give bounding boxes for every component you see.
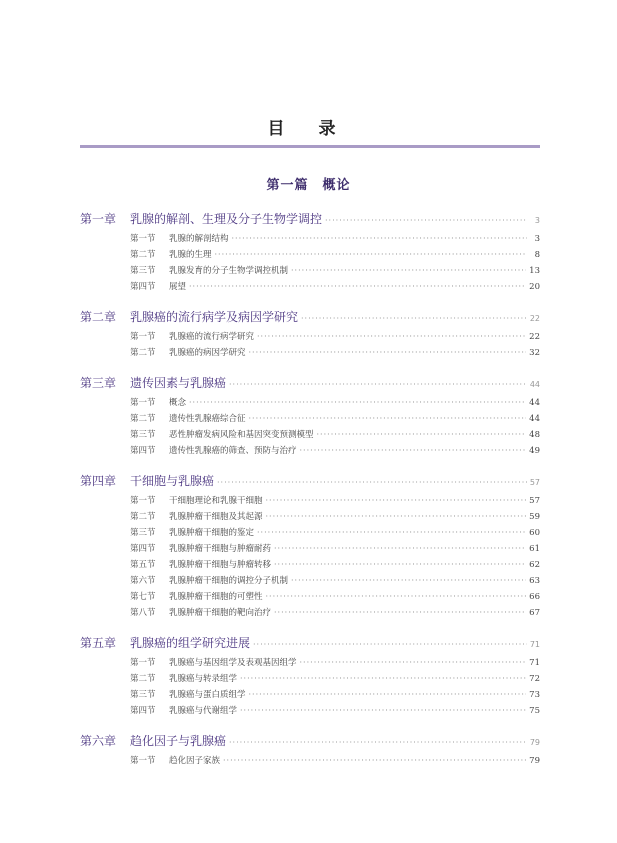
chapter-title: 干细胞与乳腺癌 [130, 474, 215, 488]
section-page-number: 48 [529, 430, 540, 440]
leader-dots [317, 430, 527, 439]
leader-dots [189, 282, 526, 291]
leader-dots [274, 560, 526, 569]
section-page-number: 73 [529, 690, 540, 700]
chapter-number: 第二章 [80, 310, 117, 324]
section-page-number: 63 [529, 576, 540, 586]
section-number: 第四节 [130, 544, 156, 554]
toc-chapter [80, 732, 540, 770]
leader-dots [266, 592, 527, 601]
section-title: 乳腺的解剖结构 [169, 234, 229, 244]
leader-dots [266, 512, 527, 521]
section-entry[interactable] [80, 590, 540, 606]
leader-dots [240, 674, 526, 683]
section-number: 第一节 [130, 332, 156, 342]
leader-dots [291, 576, 526, 585]
section-page-number: 72 [529, 674, 540, 684]
section-entry[interactable] [80, 754, 540, 770]
section-title: 乳腺癌与蛋白质组学 [169, 690, 246, 700]
section-entry[interactable] [80, 542, 540, 558]
section-page-number: 79 [529, 756, 540, 766]
section-title: 恶性肿瘤发病风险和基因突变预测模型 [169, 430, 314, 440]
section-page-number: 3 [534, 234, 540, 244]
section-title: 乳腺癌与基因组学及表观基因组学 [169, 658, 297, 668]
section-number: 第二节 [130, 414, 156, 424]
section-number: 第七节 [130, 592, 156, 602]
chapter-title: 乳腺癌的组学研究进展 [130, 636, 251, 650]
section-page-number: 62 [529, 560, 540, 570]
section-number: 第一节 [130, 496, 156, 506]
section-entry[interactable] [80, 396, 540, 412]
part-title: 第一篇 概论 [266, 178, 351, 193]
leader-dots [217, 478, 527, 487]
chapter-page-number: 57 [529, 478, 540, 487]
chapter-entry[interactable] [80, 472, 540, 494]
leader-dots [257, 332, 526, 341]
section-number: 第五节 [130, 560, 156, 570]
section-title: 乳腺癌的病因学研究 [169, 348, 246, 358]
leader-dots [266, 496, 527, 505]
chapter-entry[interactable] [80, 374, 540, 396]
section-number: 第四节 [130, 446, 156, 456]
section-number: 第一节 [130, 398, 156, 408]
section-page-number: 71 [529, 658, 540, 668]
leader-dots [215, 250, 527, 259]
section-number: 第八节 [130, 608, 156, 618]
section-entry[interactable] [80, 606, 540, 622]
section-number: 第二节 [130, 250, 156, 260]
chapter-number: 第四章 [80, 474, 117, 488]
section-entry[interactable] [80, 704, 540, 720]
leader-dots [253, 640, 527, 649]
leader-dots [232, 234, 527, 243]
leader-dots [249, 348, 527, 357]
section-title: 干细胞理论和乳腺干细胞 [169, 496, 263, 506]
section-title: 乳腺发育的分子生物学调控机制 [169, 266, 289, 276]
section-page-number: 44 [529, 414, 540, 424]
section-entry[interactable] [80, 412, 540, 428]
section-entry[interactable] [80, 494, 540, 510]
leader-dots [274, 608, 526, 617]
leader-dots [300, 446, 527, 455]
chapter-title: 趋化因子与乳腺癌 [130, 734, 227, 748]
section-number: 第四节 [130, 706, 156, 716]
leader-dots [240, 706, 526, 715]
section-number: 第二节 [130, 674, 156, 684]
section-page-number: 59 [529, 512, 540, 522]
section-title: 乳腺肿瘤干细胞的调控分子机制 [169, 576, 289, 586]
leader-dots [257, 528, 526, 537]
chapter-number: 第五章 [80, 636, 117, 650]
chapter-entry[interactable] [80, 634, 540, 656]
section-title: 遗传性乳腺癌的筛查、预防与治疗 [169, 446, 297, 456]
leader-dots [300, 658, 527, 667]
leader-dots [189, 398, 526, 407]
section-title: 乳腺肿瘤干细胞的靶向治疗 [169, 608, 272, 618]
section-title: 乳腺肿瘤干细胞与肿瘤转移 [169, 560, 272, 570]
section-title: 乳腺肿瘤干细胞的鉴定 [169, 528, 255, 538]
leader-dots [301, 314, 527, 323]
chapter-entry[interactable] [80, 210, 540, 232]
section-page-number: 22 [529, 332, 540, 342]
section-page-number: 13 [529, 266, 540, 276]
section-entry[interactable] [80, 346, 540, 362]
chapter-title: 乳腺癌的流行病学及病因学研究 [130, 310, 299, 324]
page-title: 目 录 [267, 119, 350, 139]
section-page-number: 8 [534, 250, 540, 260]
chapter-title: 遗传因素与乳腺癌 [130, 376, 227, 390]
section-entry[interactable] [80, 526, 540, 542]
section-number: 第一节 [130, 658, 156, 668]
section-number: 第三节 [130, 266, 156, 276]
section-entry[interactable] [80, 510, 540, 526]
section-entry[interactable] [80, 330, 540, 346]
section-page-number: 20 [529, 282, 540, 292]
toc-chapter [80, 472, 540, 622]
section-entry[interactable] [80, 558, 540, 574]
section-page-number: 61 [529, 544, 540, 554]
chapter-number: 第六章 [80, 734, 117, 748]
section-title: 乳腺癌的流行病学研究 [169, 332, 255, 342]
table-of-contents [80, 210, 540, 782]
leader-dots [249, 414, 527, 423]
section-entry[interactable] [80, 688, 540, 704]
section-number: 第三节 [130, 528, 156, 538]
section-number: 第六节 [130, 576, 156, 586]
leader-dots [325, 216, 527, 225]
section-page-number: 75 [529, 706, 540, 716]
section-number: 第三节 [130, 430, 156, 440]
section-page-number: 60 [529, 528, 540, 538]
chapter-entry[interactable] [80, 732, 540, 754]
section-page-number: 32 [529, 348, 540, 358]
section-entry[interactable] [80, 444, 540, 460]
chapter-page-number: 44 [529, 380, 540, 389]
chapter-number: 第三章 [80, 376, 117, 390]
section-number: 第二节 [130, 512, 156, 522]
section-entry[interactable] [80, 672, 540, 688]
section-title: 概念 [169, 398, 187, 408]
section-number: 第四节 [130, 282, 156, 292]
section-title: 趋化因子家族 [169, 756, 221, 766]
section-title: 乳腺肿瘤干细胞与肿瘤耐药 [169, 544, 272, 554]
chapter-page-number: 79 [529, 738, 540, 747]
section-title: 乳腺癌与转录组学 [169, 674, 238, 684]
leader-dots [291, 266, 526, 275]
leader-dots [249, 690, 527, 699]
chapter-page-number: 3 [534, 216, 540, 225]
section-title: 遗传性乳腺癌综合征 [169, 414, 246, 424]
chapter-number: 第一章 [80, 212, 117, 226]
section-title: 展望 [169, 282, 187, 292]
toc-chapter [80, 374, 540, 460]
leader-dots [223, 756, 526, 765]
toc-chapter [80, 308, 540, 362]
toc-chapter [80, 634, 540, 720]
title-divider [80, 145, 540, 148]
chapter-page-number: 71 [529, 640, 540, 649]
section-page-number: 66 [529, 592, 540, 602]
section-entry[interactable] [80, 280, 540, 296]
section-number: 第一节 [130, 756, 156, 766]
section-title: 乳腺肿瘤干细胞及其起源 [169, 512, 263, 522]
section-entry[interactable] [80, 574, 540, 590]
section-entry[interactable] [80, 264, 540, 280]
section-title: 乳腺的生理 [169, 250, 212, 260]
chapter-page-number: 22 [529, 314, 540, 323]
section-entry[interactable] [80, 656, 540, 672]
section-entry[interactable] [80, 428, 540, 444]
toc-chapter [80, 210, 540, 296]
section-page-number: 57 [529, 496, 540, 506]
leader-dots [229, 380, 527, 389]
section-page-number: 49 [529, 446, 540, 456]
section-number: 第三节 [130, 690, 156, 700]
leader-dots [229, 738, 527, 747]
section-number: 第一节 [130, 234, 156, 244]
section-page-number: 44 [529, 398, 540, 408]
section-entry[interactable] [80, 248, 540, 264]
chapter-title: 乳腺的解剖、生理及分子生物学调控 [130, 212, 323, 226]
section-title: 乳腺肿瘤干细胞的可塑性 [169, 592, 263, 602]
section-page-number: 67 [529, 608, 540, 618]
leader-dots [274, 544, 526, 553]
section-entry[interactable] [80, 232, 540, 248]
section-number: 第二节 [130, 348, 156, 358]
chapter-entry[interactable] [80, 308, 540, 330]
section-title: 乳腺癌与代谢组学 [169, 706, 238, 716]
